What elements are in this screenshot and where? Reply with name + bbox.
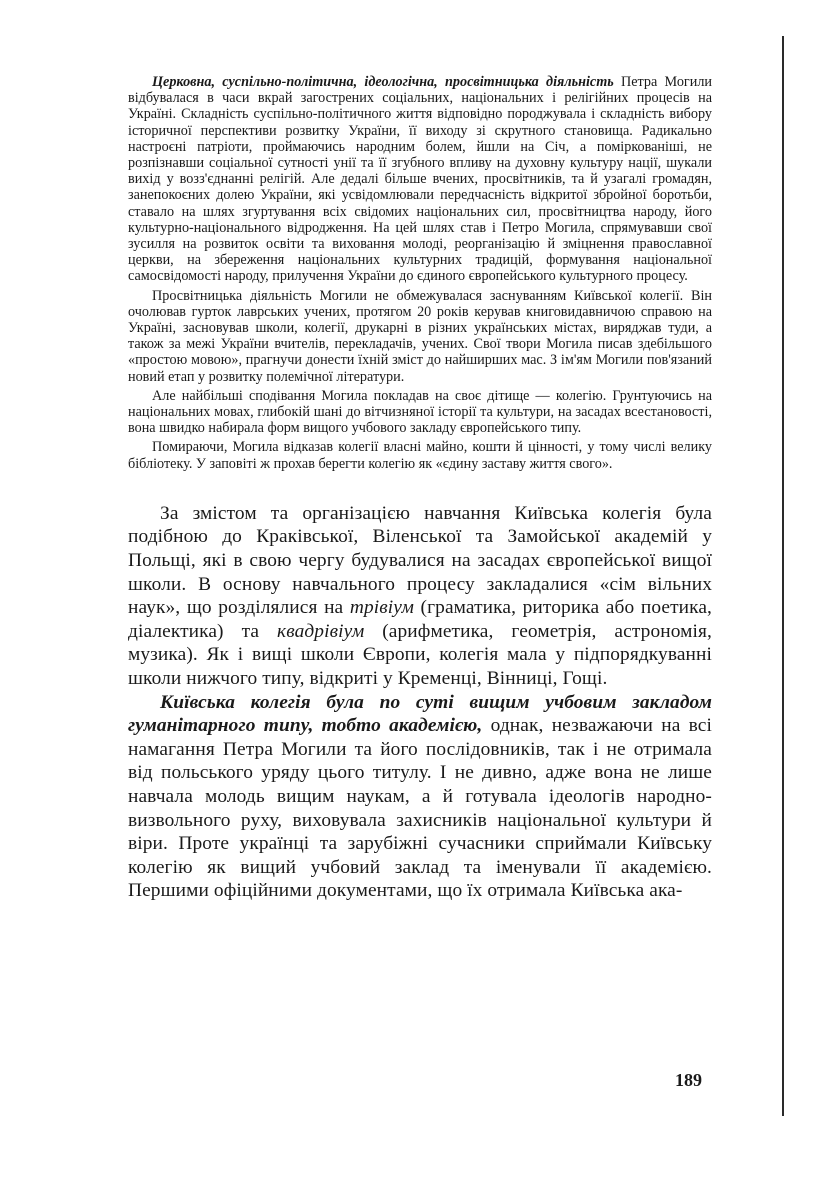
main-text-block <box>128 502 712 903</box>
page-edge-line <box>782 36 784 1116</box>
excerpt-paragraph-1-text: Петра Могили відбувалася в часи вкрай загострених соціальних, національних і релігійних процесів на Україні. Складність суспільно-політичного життя відповідно породжувала і складність вибору історичної перспективи розвитку України, її виходу зі скрутного становища. Радикально настроєні патріоти, проймаючись народним болем, йшли на Січ, а поміркованіші, не розпізнавши соціальної сутності унії та її згубного впливу на духовну культуру нації, шукали вихід у возз'єднанні релігій. Але дедалі більше вчених, просвітників, та й узагалі громадян, занепокоєних долею України, які усвідомлювали передчасність відкритої збройної боротьби, ставало на шлях згуртування всіх свідомих національних сил, просвітництва народу, його культурно-національного відродження. На цей шлях став і Петро Могила, спрямувавши свої зусилля на розвиток освіти та виховання молоді, реорганізацію й зміцнення православної церкви, на збереження національних культурних традицій, формування національної самосвідомості народу, прилучення України до єдиного європейського культурного процесу. <box>128 74 712 285</box>
term-quadrivium: квадрівіум <box>277 620 365 642</box>
term-trivium: трівіум <box>349 597 414 619</box>
page-number: 189 <box>675 1070 702 1090</box>
main-paragraph-2 <box>128 691 712 903</box>
excerpt-paragraph-4: Помираючи, Могила відказав колегії власні майно, кошти й цінності, у тому числі велику бібліотеку. У заповіті ж прохав берегти колегію як «єдину заставу життя свого». <box>128 439 712 472</box>
main-paragraph-1-text-b: (граматика, риторика або поетика, діалектика) та <box>128 597 712 642</box>
main-paragraph-2-text: однак, незважаючи на всі намагання Петра Могили та його послідовників, так і не отримала від польського уряду цього титулу. І не дивно, адже вона не лише навчала молодь вищим наукам, а й готувала ідеологів народно-визвольного руху, виховувала захисників національної культури й віри. Проте українці та зарубіжні сучасники сприймали Київську колегію як вищий учбовий заклад та іменували її академією. Першими офіційними документами, що їх отримала Київська ака- <box>128 715 712 902</box>
excerpt-block <box>128 74 712 472</box>
main-paragraph-1-text-a: За змістом та організацією навчання Київська колегія була подібною до Краківської, Віленської та Замойської академій у Польщі, які в свою чергу будувалися на засадах європейської вищої школи. В основу навчального процесу закладалися «сім вільних наук», що розділялися на <box>128 502 712 619</box>
main-paragraph-2-lead: Київська колегія була по суті вищим учбовим закладом гуманітарного типу, тобто академією, <box>128 691 712 737</box>
excerpt-paragraph-3: Але найбільші сподівання Могила покладав на своє дітище — колегію. Грунтуючись на національних мовах, глибокій шані до вітчизняної історії та культури, на засадах всестановості, вона швидко набирала форм вищого учбового закладу європейського типу. <box>128 387 712 437</box>
excerpt-paragraph-1 <box>128 74 712 285</box>
main-paragraph-1-text-c: (арифметика, геометрія, астрономія, музика). Як і вищі школи Європи, колегія мала у підпорядкуванні школи нижчого типу, відкриті у Кременці, Вінниці, Гощі. <box>128 620 712 690</box>
page-content <box>128 74 712 903</box>
main-paragraph-1 <box>128 502 712 691</box>
excerpt-lead-phrase: Церковна, суспільно-політична, ідеологічна, просвітницька діяльність <box>152 74 614 90</box>
excerpt-paragraph-2: Просвітницька діяльність Могили не обмежувалася заснуванням Київської колегії. Він очолював гурток лаврських учених, протягом 20 років керував книговидавничою справою на Україні, засновував школи, колегії, друкарні в різних українських містах, виряджав туди, а також за межі України вчителів, перекладачів, учених. Свої твори Могила писав здебільшого «простою мовою», прагнучи донести їхній зміст до найширших мас. З ім'ям Могили пов'язаний новий етап у розвитку полемічної літератури. <box>128 287 712 385</box>
